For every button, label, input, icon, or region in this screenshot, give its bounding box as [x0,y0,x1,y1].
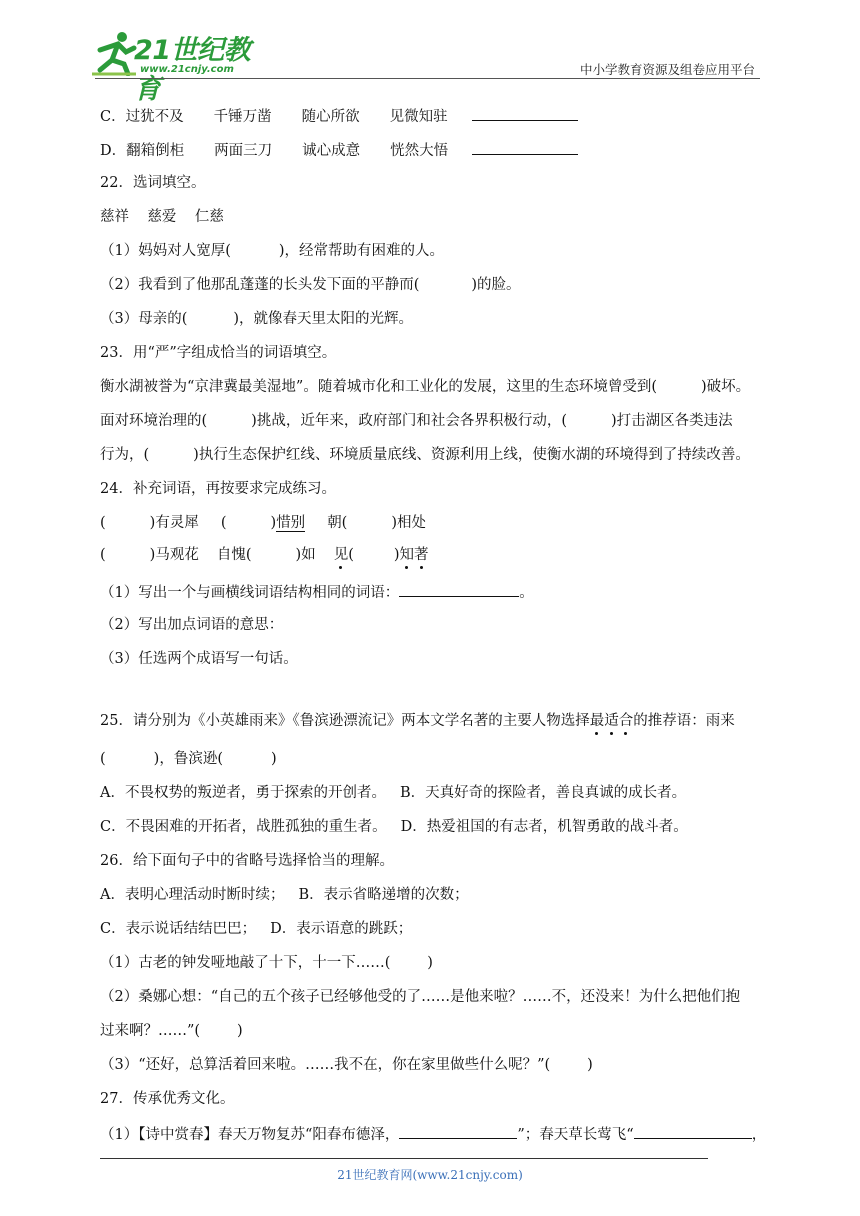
answer-blank[interactable] [399,1126,517,1139]
q24-idiom-row-2: ( )马观花 自愧( )如 见( )知著 [100,547,429,563]
q26-options-cd [100,922,412,937]
option-word: 千锤万凿 [213,109,272,125]
option-label: D． [100,143,127,159]
dotted-char: 见 [333,547,349,563]
answer-blank[interactable] [472,108,578,121]
dotted-char: 知 [399,547,415,563]
underlined-word: 惜别 [276,515,306,531]
answer-blank[interactable] [472,142,578,155]
q24-sub-1: （1）写出一个与画横线词语结构相同的词语： 。 [100,585,534,601]
logo-text: 21世纪教育 [134,35,251,105]
header-divider [95,78,760,79]
option-b[interactable]: B．天真好奇的探险者，善良真诚的成长者。 [399,785,687,801]
option-d[interactable]: D．热爱祖国的有志者，机智勇敢的战斗者。 [400,819,688,835]
q23-para-line-1: 衡水湖被誉为“京津冀最美湿地”。随着城市化和工业化的发展，这里的生态环境曾受到( )破坏。 [100,379,751,395]
q25-options-cd [100,820,688,835]
q26-sentence-2: （2）桑娜心想：“自己的五个孩子已经够他受的了……是他来啦？……不，还没来！为什么把他们抱 [100,989,741,1005]
q23-para-line-2: 面对环境治理的( )挑战，近年来，政府部门和社会各界积极行动，( )打击湖区各类违法 [100,413,733,429]
logo-url: www.21cnjy.com [140,64,234,75]
option-c[interactable]: C．不畏困难的开拓者，战胜孤独的重生者。 [100,819,387,835]
dotted-char: 著 [414,547,429,563]
runner-logo-icon [92,30,138,76]
answer-blank[interactable] [634,1126,752,1139]
answer-blank[interactable] [399,584,519,597]
option-a[interactable]: A．不畏权势的叛逆者，勇于探索的开创者。 [100,785,386,801]
q22-sentence-1: （1）妈妈对人宽厚( )，经常帮助有困难的人。 [100,243,445,259]
q26-title: 26．给下面句子中的省略号选择恰当的理解。 [100,853,394,869]
q24-sub-2: （2）写出加点词语的意思： [100,617,284,633]
option-label: C． [100,109,126,125]
q23-title: 23．用“严”字组成恰当的词语填空。 [100,345,337,361]
dotted-char: 最 [589,713,605,729]
q24-title: 24．补充词语，再按要求完成练习。 [100,481,336,497]
option-d-row [100,142,578,159]
q22-sentence-2: （2）我看到了他那乱蓬蓬的长头发下面的平静而( )的脸。 [100,277,521,293]
option-word: 见微知驻 [389,109,448,125]
option-c-row [100,108,578,125]
q26-sentence-2-cont: 过来啊？……”( ) [100,1023,243,1039]
footer-divider [100,1158,708,1159]
dotted-char: 合 [618,713,634,729]
q25-options-ab [100,786,686,801]
option-word: 两面三刀 [214,143,273,159]
dotted-char: 适 [604,713,619,729]
option-word: 恍然大悟 [390,143,449,159]
q22-sentence-3: （3）母亲的( )，就像春天里太阳的光辉。 [100,311,414,327]
page-footer[interactable]: 21世纪教育网(www.21cnjy.com) [337,1168,523,1182]
option-word: 诚心成意 [302,143,361,159]
q26-options-ab [100,888,469,903]
option-word: 过犹不及 [125,109,184,125]
page-header [0,0,860,105]
platform-name: 中小学教育资源及组卷应用平台 [579,62,755,77]
option-a[interactable]: A．表明心理活动时断时续； [100,887,285,903]
option-b[interactable]: B．表示省略递增的次数； [298,887,469,903]
q22-word-bank: 慈祥 慈爱 仁慈 [100,209,224,225]
q26-sentence-1: （1）古老的钟发哑地敲了十下，十一下……( ) [100,955,433,971]
option-d[interactable]: D．表示语意的跳跃； [270,921,413,937]
q24-idiom-row-1: ( )有灵犀 ( )惜别 朝( )相处 [100,515,427,531]
option-word: 翻箱倒柜 [126,143,185,159]
q25-line-1: 25．请分别为《小英雄雨来》《鲁滨逊漂流记》两本文学名著的主要人物选择最适合的推荐语：雨来 [100,713,735,729]
option-c[interactable]: C．表示说话结结巴巴； [100,921,257,937]
site-logo [92,28,272,105]
q22-title: 22．选词填空。 [100,175,206,191]
option-word: 随心所欲 [301,109,360,125]
q24-sub-3: （3）任选两个成语写一句话。 [100,651,298,667]
q27-title: 27．传承优秀文化。 [100,1091,235,1107]
q27-sub-1: （1）【诗中赏春】春天万物复苏“阳春布德泽， ”；春天草长莺飞“ ， [100,1127,767,1143]
q23-para-line-3: 行为，( )执行生态保护红线、环境质量底线、资源利用上线，使衡水湖的环境得到了持续改善。 [100,447,750,463]
q25-line-2: ( )，鲁滨逊( ) [100,751,277,767]
q26-sentence-3: （3）“还好，总算活着回来啦。……我不在，你在家里做些什么呢？”( ) [100,1057,593,1073]
